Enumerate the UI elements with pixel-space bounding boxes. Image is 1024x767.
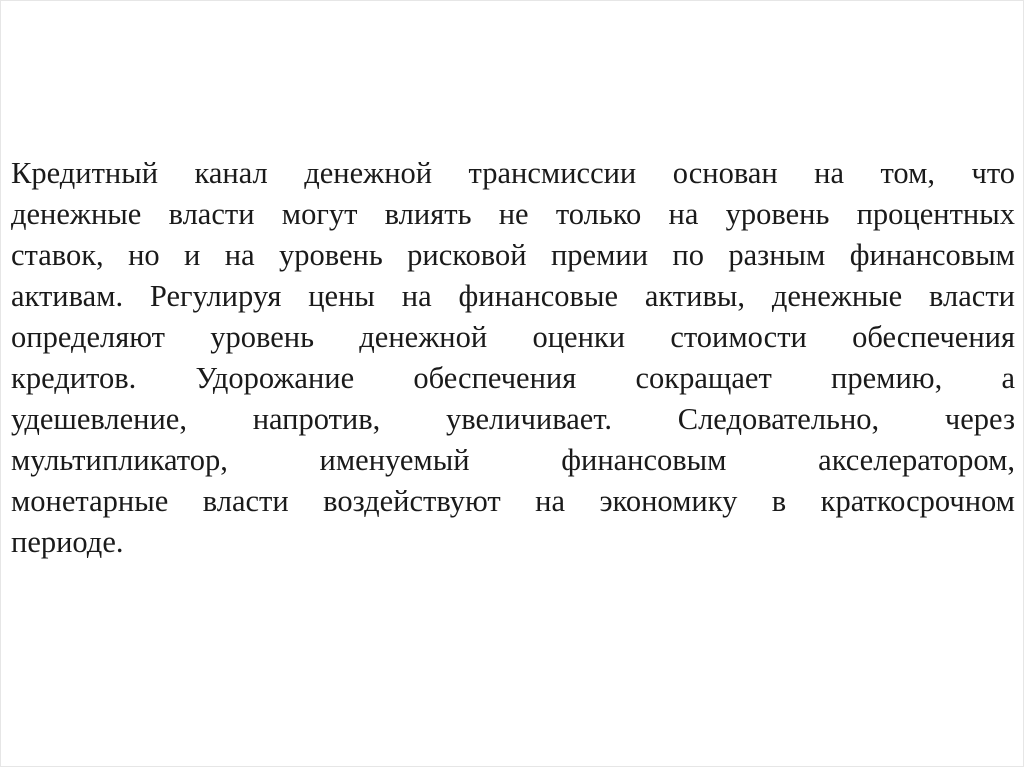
paragraph-line-6: кредитов. Удорожание обеспечения сокращает премию, а	[11, 361, 1015, 395]
paragraph-line-4: активам. Регулируя цены на финансовые активы, денежные власти	[11, 279, 1015, 313]
paragraph-line-10: периоде.	[11, 525, 124, 559]
paragraph-line-9: монетарные власти воздействуют на экономику в краткосрочном	[11, 484, 1015, 518]
paragraph-line-5: определяют уровень денежной оценки стоимости обеспечения	[11, 320, 1015, 354]
paragraph-line-7: удешевление, напротив, увеличивает. Следовательно, через	[11, 402, 1015, 436]
slide-body-paragraph	[11, 153, 1015, 563]
paragraph-line-2: денежные власти могут влиять не только на уровень процентных	[11, 197, 1015, 231]
paragraph-line-1: Кредитный канал денежной трансмиссии основан на том, что	[11, 156, 1015, 190]
paragraph-line-3: ставок, но и на уровень рисковой премии по разным финансовым	[11, 238, 1015, 272]
paragraph-line-8: мультипликатор, именуемый финансовым акселератором,	[11, 443, 1015, 477]
